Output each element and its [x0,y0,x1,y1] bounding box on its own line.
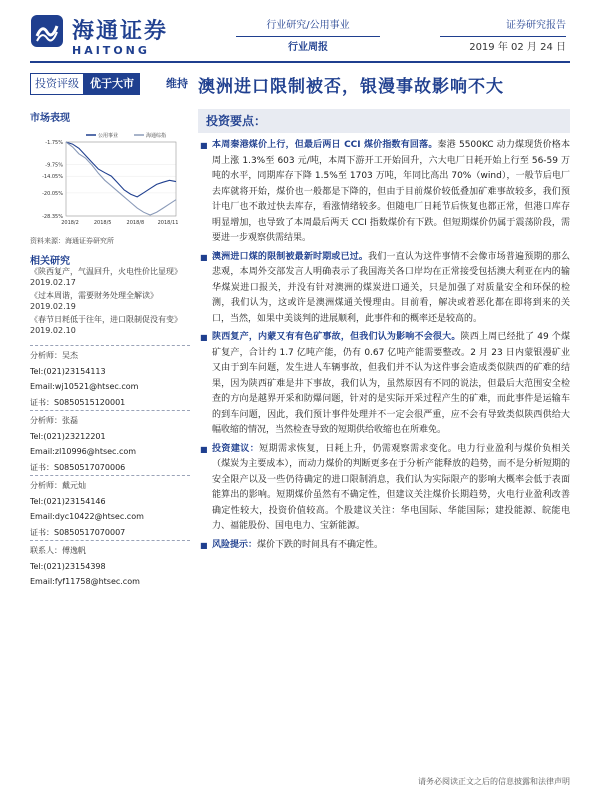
bullet-icon: ■ [200,252,208,262]
analyst-name: 联系人：傅逸帆 [30,546,86,555]
bullet-icon: ■ [200,540,208,550]
related-item-title[interactable]: 《春节日耗低于往年，进口限制促没有变》 [30,315,182,324]
analyst-email[interactable]: Email:zl10996@htsec.com [30,447,137,456]
paragraph-lead: 陕西复产，内蒙又有有色矿事故，但我们认为影响不会很大。 [212,332,461,342]
analyst-cert: 证书：S0850515120001 [30,397,126,407]
analyst-list [30,345,190,590]
logo [30,14,210,56]
legend-label: 海通综指 [146,133,167,139]
chart-source: 资料来源：海通证券研究所 [30,237,114,245]
related-item-date: 2019.02.10 [30,326,76,335]
analyst-email[interactable]: Email:wj10521@htsec.com [30,382,139,391]
x-tick-label: 2018/8 [126,220,145,226]
analyst-tel: Tel:(021)23154146 [30,496,106,506]
analyst-tel: Tel:(021)23212201 [30,431,106,441]
footer-disclaimer: 请务必阅读正文之后的信息披露和法律声明 [418,777,570,786]
related-item[interactable] [30,314,190,336]
analyst-card [30,540,190,590]
bullet-icon: ■ [200,141,208,150]
analyst-name: 分析师：吴杰 [30,351,78,360]
paragraph-text: 煤价下跌的时间具有不确定性。 [257,539,384,550]
paragraph-text: 陕西上周已经批了 49 个煤矿复产，合计约 1.7 亿吨产能，仍有 0.67 亿吨产能需要整改。2 月 23 日内蒙银漫矿业又由于到车问题，发生进人车辆事故，但我们并不认为这件事会造成类似陕西的矿难的结果，因为陕西矿难是井下事故，我们认为，虽然原因有不同的说法，但最后大范围安全检查的方向是越界开采和防爆问题，针对的是实际开采过程产生的矿难，而此事件是运输车的到车问题，因此，我们预计事件处理并不一定会很严重，应不会有导致类似陕西供给大幅收缩的情况，当然检查导致的短期供给收缩也在所难免。 [212,332,570,435]
header-series: 证券研究报告 [440,16,566,37]
series-line-haitong-index [66,142,176,215]
analyst-card [30,345,190,410]
related-item[interactable] [30,290,190,312]
bullet-icon: ■ [200,333,208,342]
related-heading: 相关研究 [30,256,70,267]
analyst-card [30,410,190,475]
bullet-icon: ■ [200,444,208,454]
chart-frame [66,142,176,216]
analyst-name: 分析师：张磊 [30,416,78,425]
logo-text-cn: 海通证券 [72,18,169,44]
related-item-title[interactable]: 《过本周谐，需要财务处理全解读》 [30,291,158,300]
analyst-name: 分析师：戴元灿 [30,481,86,490]
header-category: 行业研究/公用事业 [236,16,380,37]
analyst-tel: Tel:(021)23154113 [30,366,106,376]
x-tick-label: 2018/2 [61,220,79,226]
rating-label: 投资评级 [30,73,84,95]
header-divider [30,61,570,63]
key-point-paragraph [198,250,570,328]
report-title: 澳洲进口限制被否，银漫事故影响不大 [198,77,504,97]
header-meta-block [440,16,566,59]
paragraph-lead: 风险提示： [212,539,258,550]
logo-text-en: HAITONG [72,44,150,57]
key-point-paragraph [198,442,570,535]
rating-value: 优于大市 [84,73,140,95]
paragraph-text: 秦港 5500KC 动力煤现货价格本周上涨 1.3%至 603 元/吨，本周下游开工开始回升，六大电厂日耗开始上行至 56-59 万吨的水平，同期库存下降 1.5%至 1703 万吨，年同比高出 70%（wind），一般节后电厂去库就将开始，煤价也一般都是下降的，但由于目前煤价较低叠加矿难事故较多，我们预计电厂也不敢过快去库存，看涨情绪较多。但随电厂日耗节后恢复也都正常，但港口库存明显增加，也导致了本周最后两天 CCI 指数煤价有下跌。但短期煤价仍属于震荡阶段，需要进一步观察供需结果。 [212,140,571,243]
analyst-card [30,475,190,540]
paragraph-lead: 本周秦港煤价上行，但最后两日 CCI 煤价指数有回落。 [212,140,438,150]
legend-label: 公用事业 [98,133,119,139]
risk-warning-paragraph [198,538,570,554]
investment-rating [30,73,194,95]
y-tick-label: -14.05% [42,174,63,181]
paragraph-text: 短期需求恢复，日耗上升，仍需观察需求变化。电力行业盈利与煤价负相关（煤炭为主要成本），而动力煤价的判断更多在于分析产能释放的趋势，而不是分析短期的安全限产以及一些仍待确定的进口限制消息，我们认为实际限产的影响大概率会低于表面能算出的影响。短期煤价虽然有不确定性，但建议关注煤价长期趋势，火电行业盈利改善确定性较大，投资价值较高。个股建议关注：华电国际、华能国际；建投能源、皖能电力、福能股份、国电电力、宝新能源。 [212,443,570,531]
x-tick-label: 2018/5 [93,220,112,226]
related-item-date: 2019.02.19 [30,302,76,311]
related-item-title[interactable]: 《陕西复产，气温回升，火电性价比显现》 [30,267,182,276]
y-tick-label: -1.75% [45,140,63,146]
header-date: 2019 年 02 月 24 日 [469,42,566,53]
paragraph-lead: 投资建议： [212,443,260,454]
analyst-tel: Tel:(021)23154398 [30,561,106,571]
rating-action: 维持 [140,73,194,95]
key-points-heading: 投资要点： [198,109,570,133]
market-heading: 市场表现 [30,113,70,124]
header-report-type: 行业周报 [288,42,328,53]
key-point-paragraph [198,330,570,439]
y-tick-label: -20.05% [42,190,63,197]
market-performance-chart [30,128,180,228]
related-item-date: 2019.02.17 [30,278,76,287]
related-item[interactable] [30,266,190,288]
series-line-utilities [66,142,176,197]
related-research-list [30,266,190,338]
key-point-paragraph [198,138,570,247]
analyst-email[interactable]: Email:fyf11758@htsec.com [30,577,140,586]
analyst-cert: 证书：S0850517070007 [30,527,126,537]
logo-mark-icon [30,14,64,48]
x-tick-label: 2018/11 [157,220,179,226]
paragraph-lead: 澳洲进口煤的限制被最新时期或已过。 [212,251,369,262]
y-tick-label: -28.35% [42,214,63,220]
header-category-block [236,16,380,59]
analyst-email[interactable]: Email:dyc10422@htsec.com [30,512,144,521]
analyst-cert: 证书：S0850517070006 [30,462,126,472]
paragraph-text: 我们一直认为这件事情不会像市场普遍预期的那么悲观，本周外交部发言人明确表示了我国海关各口岸均在正常接受包括澳大利亚在内的输华煤炭进口报关，并没有针对澳洲的煤炭进口通关，只是加强了对质量安全和环保的检测，我们认为，这或许是澳洲煤通关慢理由。目前看，解决或着恶化都在即将到来的关口，当然，如果中美谈判的进展顺利，此事件和的概率还是较高的。 [212,251,570,324]
y-tick-label: -9.75% [45,162,63,169]
key-points-body [198,138,570,556]
